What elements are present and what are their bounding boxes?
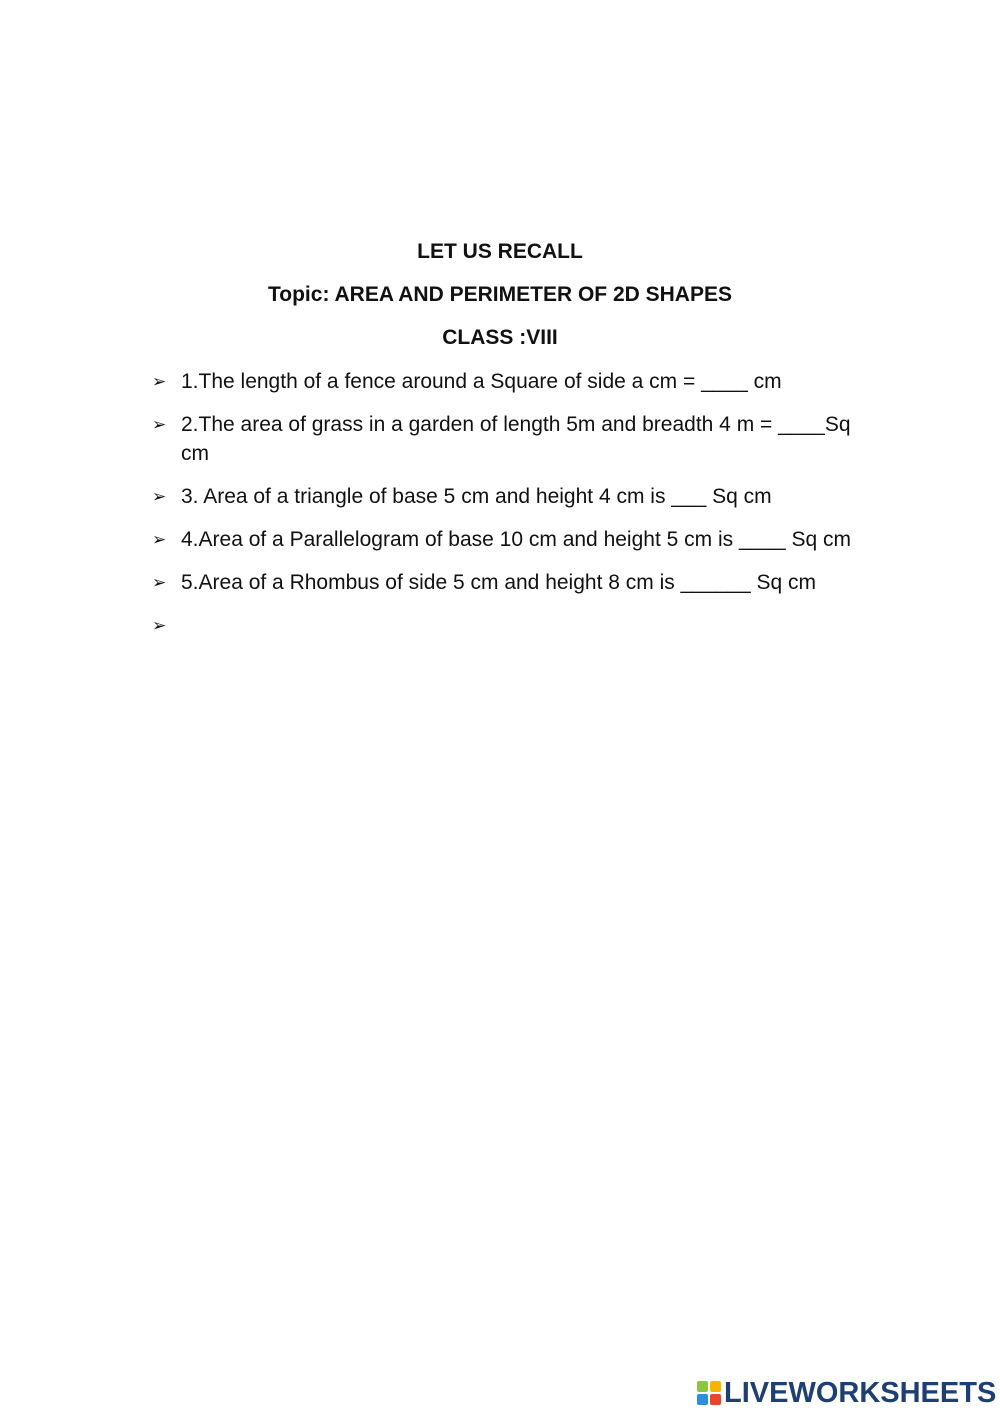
question-item [152, 367, 872, 396]
arrow-bullet-icon: ➢ [152, 487, 167, 506]
arrow-bullet-icon: ➢ [152, 372, 167, 391]
arrow-bullet-icon: ➢ [152, 415, 167, 434]
question-item-empty [152, 611, 872, 640]
worksheet-class: CLASS :VIII [442, 326, 558, 349]
question-item [152, 482, 872, 511]
worksheet-title: LET US RECALL [417, 240, 583, 263]
arrow-bullet-icon: ➢ [152, 530, 167, 549]
question-item [152, 568, 872, 597]
question-text: 2.The area of grass in a garden of length 5m and breadth 4 m = ____Sq cm [181, 413, 851, 465]
question-text: 1.The length of a fence around a Square of side a cm = ____ cm [181, 370, 782, 393]
question-item [152, 410, 872, 468]
question-text: 3. Area of a triangle of base 5 cm and height 4 cm is ___ Sq cm [181, 485, 772, 508]
question-text: 5.Area of a Rhombus of side 5 cm and height 8 cm is ______ Sq cm [181, 571, 817, 594]
question-list [152, 367, 872, 654]
question-text: 4.Area of a Parallelogram of base 10 cm and height 5 cm is ____ Sq cm [181, 528, 852, 551]
logo-text: LIVEWORKSHEETS [724, 1377, 997, 1409]
arrow-bullet-icon: ➢ [152, 573, 167, 592]
question-item [152, 525, 872, 554]
logo-tiles-icon [697, 1381, 721, 1405]
arrow-bullet-icon: ➢ [152, 616, 167, 635]
liveworksheets-logo [697, 1378, 996, 1408]
worksheet-topic: Topic: AREA AND PERIMETER OF 2D SHAPES [268, 283, 732, 306]
